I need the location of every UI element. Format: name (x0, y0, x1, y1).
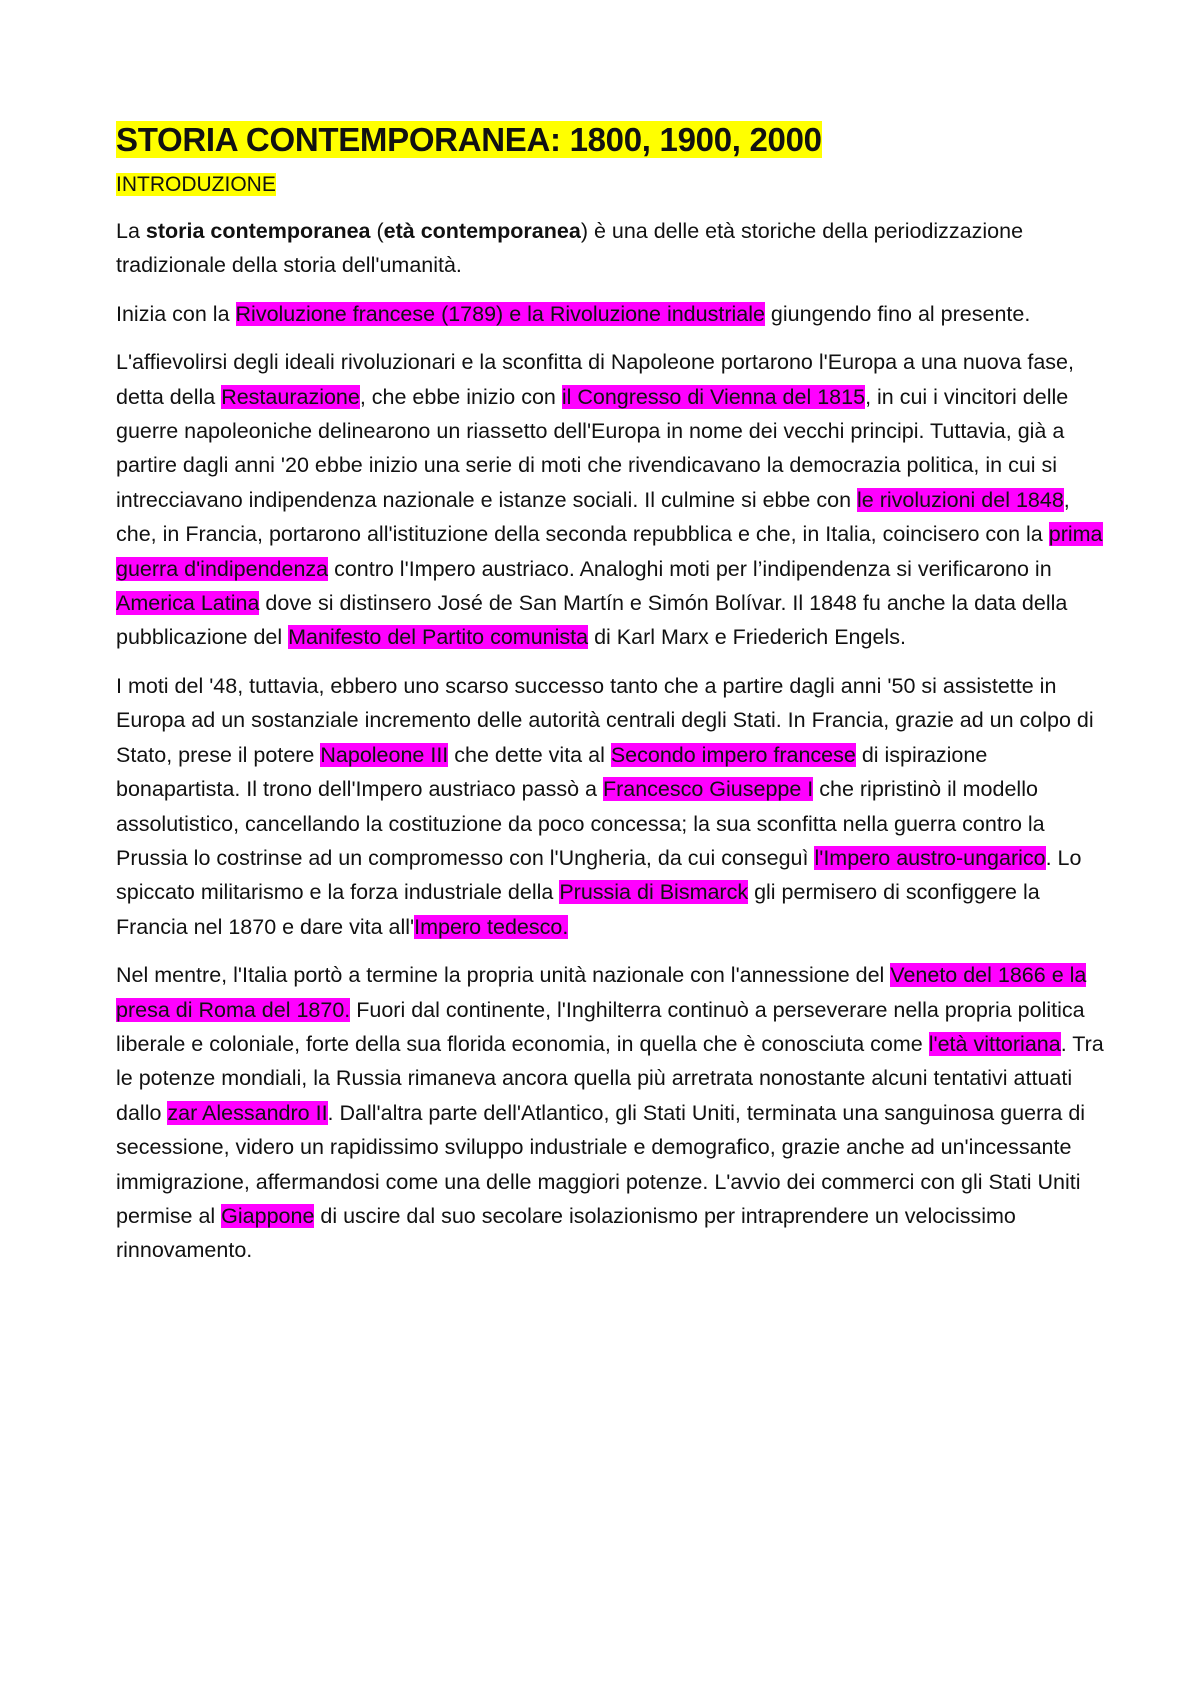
paragraph (116, 297, 1106, 331)
highlighted-term: prima guerra d'indipendenza (116, 522, 1103, 581)
text-run: ( (370, 219, 384, 243)
paragraph (116, 669, 1106, 944)
text-run: . Dall'altra parte dell'Atlantico, gli Stati Uniti, terminata una sanguinosa guerra di secessione, videro un rapidissimo sviluppo industriale e demografico, grazie anche ad un'incessante immigrazione, affermandosi come una delle maggiori potenze. L'avvio dei commerci con gli Stati Uniti permise al (116, 1100, 1086, 1228)
highlighted-term: l'Impero austro-ungarico (814, 845, 1046, 870)
highlighted-term: l'età vittoriana (928, 1031, 1061, 1056)
text-run: di ispirazione bonapartista. Il trono dell'Impero austriaco passò a (116, 742, 988, 802)
text-run: , che, in Francia, portarono all'istituzione della seconda repubblica e che, in Italia, coincisero con la (116, 487, 1070, 547)
text-run: Fuori dal continente, l'Inghilterra continuò a perseverare nella propria politica liberale e coloniale, forte della sua florida economia, in quella che è conosciuta come (116, 997, 1085, 1056)
text-run: Inizia con la (116, 301, 236, 326)
text-run: . Lo spiccato militarismo e la forza industriale della (116, 845, 1082, 905)
highlighted-term: Restaurazione (221, 384, 360, 409)
paragraph (116, 214, 1106, 283)
highlighted-term: Rivoluzione francese (1789) e la Rivoluzione industriale (235, 301, 765, 326)
highlighted-term: Giappone (221, 1203, 315, 1228)
text-run: . Tra le potenze mondiali, la Russia rimaneva ancora quella più arretrata nonostante alcuni tentativi attuati dallo (116, 1031, 1104, 1125)
paragraph (116, 345, 1106, 655)
bold-term: età contemporanea (383, 219, 581, 243)
title-line (116, 118, 1106, 162)
text-run: gli permisero di sconfiggere la Francia nel 1870 e dare vita all' (116, 880, 1040, 939)
text-run: di uscire dal suo secolare isolazionismo per intraprendere un velocissimo rinnovamento. (116, 1203, 1016, 1263)
highlighted-term: Veneto del 1866 e la presa di Roma del 1870. (116, 963, 1087, 1022)
highlighted-term: il Congresso di Vienna del 1815 (561, 384, 866, 409)
document-body (116, 214, 1106, 1268)
highlighted-term: zar Alessandro II (167, 1100, 328, 1125)
highlighted-term: Secondo impero francese (610, 742, 856, 767)
text-run: , in cui i vincitori delle guerre napoleoniche delinearono un riassetto dell'Europa in nome dei vecchi principi. Tuttavia, già a partire dagli anni '20 ebbe inizio una serie di moti che rivendicavano la democrazia politica, in cui si intrecciavano indipendenza nazionale e istanze sociali. Il culmine si ebbe con (116, 384, 1069, 512)
text-run: dove si distinsero José de San Martín e Simón Bolívar. Il 1848 fu anche la data della pubblicazione del (116, 591, 1068, 650)
highlighted-term: le rivoluzioni del 1848 (857, 487, 1064, 512)
highlighted-term: Manifesto del Partito comunista (288, 625, 589, 650)
text-run: I moti del '48, tuttavia, ebbero uno scarso successo tanto che a partire dagli anni '50 si assistette in Europa ad un sostanziale incremento delle autorità centrali degli Stati. In Francia, grazie ad un colpo di Stato, prese il potere (116, 673, 1094, 767)
document-page (116, 118, 1106, 1282)
text-run: , che ebbe inizio con (359, 384, 562, 409)
section-heading: INTRODUZIONE (116, 173, 276, 196)
highlighted-term: Francesco Giuseppe I (602, 777, 814, 802)
bold-term: storia contemporanea (145, 219, 371, 243)
text-run: Nel mentre, l'Italia portò a termine la propria unità nazionale con l'annessione del (116, 963, 891, 988)
text-run: La (116, 219, 146, 243)
highlighted-term: America Latina (116, 591, 260, 616)
text-run: che dette vita al (448, 742, 611, 767)
paragraph (116, 958, 1106, 1268)
text-run: giungendo fino al presente. (764, 301, 1031, 326)
document-title: STORIA CONTEMPORANEA: 1800, 1900, 2000 (116, 121, 822, 158)
highlighted-term: Impero tedesco. (414, 914, 569, 939)
text-run: L'affievolirsi degli ideali rivoluzionari e la sconfitta di Napoleone portarono l'Europa a una nuova fase, detta della (116, 350, 1074, 409)
highlighted-term: Napoleone III (320, 742, 449, 767)
text-run: contro l'Impero austriaco. Analoghi moti per l’indipendenza si verificarono in (328, 556, 1052, 581)
highlighted-term: Prussia di Bismarck (559, 880, 749, 905)
text-run: di Karl Marx e Friederich Engels. (588, 625, 906, 650)
text-run: che ripristinò il modello assolutistico, cancellando la costituzione da poco concessa; la sua sconfitta nella guerra contro la Prussia lo costrinse ad un compromesso con l'Ungheria, da cui conseguì (116, 777, 1045, 870)
text-run: ) è una delle età storiche della periodizzazione tradizionale della storia dell'umanità. (116, 219, 1024, 278)
subtitle-line (116, 170, 1106, 200)
